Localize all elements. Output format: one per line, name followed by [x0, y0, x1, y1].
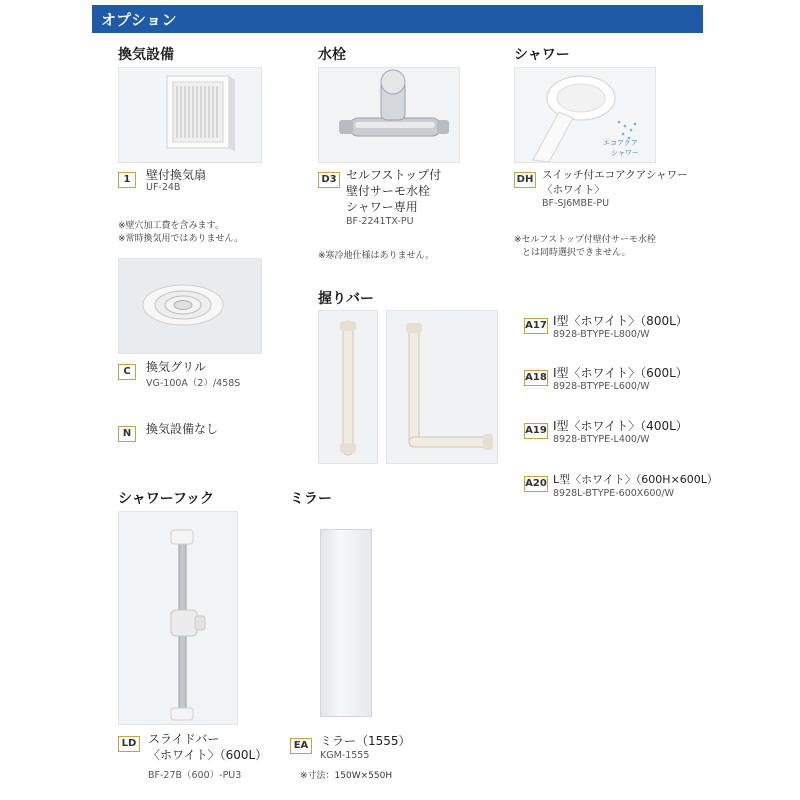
option-item-n[interactable] [118, 421, 136, 442]
item-name: 壁付換気扇 [146, 168, 207, 182]
item-name-line: 〈ホワイト〉（600L） [148, 748, 268, 762]
note-line: ※寸法：150W×550H [300, 771, 393, 781]
shower-head-photo [514, 67, 656, 163]
option-item-ea[interactable] [290, 733, 312, 754]
ventilation-title: 換気設備 [118, 47, 174, 63]
option-item-a17[interactable] [524, 313, 548, 334]
note-line: ※寒冷地仕様はありません。 [318, 251, 435, 261]
wall-fan-photo [118, 67, 262, 163]
item-model: 8928-BTYPE-L800/W [553, 329, 650, 340]
grab-bar-l-photo [386, 310, 498, 464]
mirror-title: ミラー [290, 491, 332, 507]
code-badge: A17 [524, 318, 548, 334]
item-model: VG-100A（2）/458S [146, 378, 241, 389]
option-item-d3[interactable] [318, 167, 340, 188]
item-name: L型〈ホワイト〉（600H×600L） [553, 473, 718, 486]
shower-title: シャワー [514, 47, 570, 63]
grab-bar-title: 握りバー [318, 291, 374, 307]
option-item-a18[interactable] [524, 365, 548, 386]
item-model: BF-2241TX-PU [346, 216, 414, 227]
page-title: オプション [101, 11, 178, 29]
item-name: I型〈ホワイト〉（400L） [553, 419, 688, 433]
code-badge: EA [290, 738, 312, 754]
options-banner [92, 5, 703, 33]
code-badge: C [118, 364, 136, 380]
item-name-line: セルフストップ付 [346, 168, 442, 182]
item-name-line: スイッチ付エコアクアシャワー [542, 169, 688, 181]
code-badge: D3 [318, 172, 340, 188]
note-line: とは同時選択できません。 [522, 248, 631, 258]
item-model: UF-24B [146, 182, 181, 193]
item-model: 8928-BTYPE-L600/W [553, 381, 650, 392]
code-badge: DH [514, 172, 536, 188]
option-item-c[interactable] [118, 359, 136, 380]
item-name: ミラー（1555） [320, 734, 411, 748]
grab-bar-i-photo [318, 310, 378, 464]
item-model: 8928-BTYPE-L400/W [553, 434, 650, 445]
item-name-line: 〈ホワイト〉 [542, 184, 605, 196]
option-item-a20[interactable] [524, 471, 548, 492]
shower-hook-title: シャワーフック [118, 491, 215, 507]
item-name: I型〈ホワイト〉（800L） [553, 314, 688, 328]
item-name-line: 壁付サーモ水栓 [346, 184, 431, 198]
option-item-ld[interactable] [118, 731, 140, 752]
item-model: 8928L-BTYPE-600X600/W [553, 488, 675, 499]
code-badge: A18 [524, 370, 548, 386]
code-badge: N [118, 426, 136, 442]
code-badge: A19 [524, 423, 548, 439]
option-item-dh[interactable] [514, 167, 536, 188]
item-name: 換気設備なし [146, 422, 219, 436]
note-line: ※常時換気用ではありません。 [118, 234, 244, 244]
item-model: BF-27B（600）-PU3 [148, 770, 242, 781]
mirror-photo [320, 529, 372, 717]
item-model: KGM-1555 [320, 750, 370, 761]
code-badge: LD [118, 736, 140, 752]
item-name-line: シャワー専用 [346, 200, 418, 214]
code-badge: 1 [118, 172, 136, 188]
faucet-title: 水栓 [318, 47, 346, 63]
item-name: I型〈ホワイト〉（600L） [553, 366, 688, 380]
eco-aqua-label: エコアクア [603, 139, 638, 147]
note-line: ※壁穴加工費を含みます。 [118, 221, 224, 231]
code-badge: A20 [524, 476, 548, 492]
option-item-a19[interactable] [524, 418, 548, 439]
faucet-photo [318, 67, 460, 163]
item-model: BF-SJ6MBE-PU [542, 198, 610, 209]
eco-aqua-label: シャワー [611, 149, 639, 157]
vent-grille-photo [118, 258, 262, 354]
slide-bar-photo [118, 511, 238, 725]
item-name-line: スライドバー [148, 732, 220, 746]
option-item-1[interactable] [118, 167, 136, 188]
item-name: 換気グリル [146, 360, 207, 374]
note-line: ※セルフストップ付壁付サーモ水栓 [514, 235, 656, 245]
